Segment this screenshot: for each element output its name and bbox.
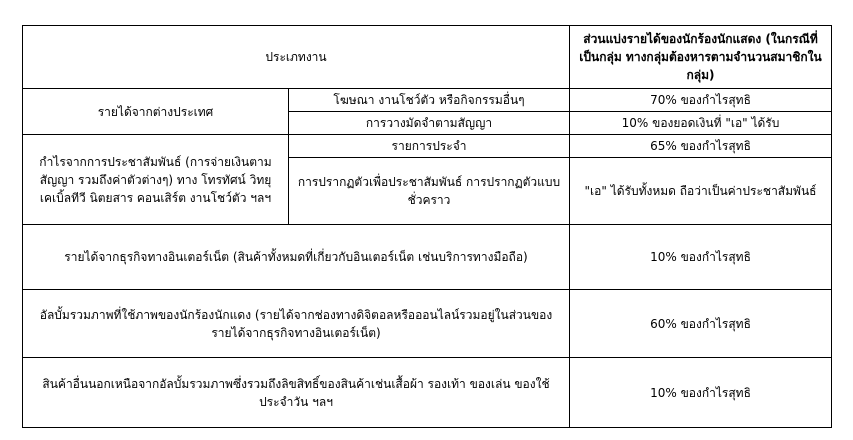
header-revenue-share: ส่วนแบ่งรายได้ของนักร้องนักแสดง (ในกรณีที่เป็นกลุ่ม ทางกลุ่มต้องหารตามจำนวนสมาชิกในกลุ่ม) (570, 26, 832, 89)
header-row (23, 26, 832, 89)
pr-profit-label: กำไรจากการประชาสัมพันธ์ (การจ่ายเงินตามสัญญา รวมถึงค่าตัวต่างๆ) ทาง โทรทัศน์ วิทยุ เคเบิ้ลทีวี นิตยสาร คอนเสิร์ต งานโชว์ตัว ฯลฯ (23, 135, 289, 225)
photobook-share: 60% ของกำไรสุทธิ (570, 290, 832, 358)
internet-business-share: 10% ของกำไรสุทธิ (570, 225, 832, 290)
table-row (23, 225, 832, 290)
foreign-income-label: รายได้จากต่างประเทศ (23, 89, 289, 135)
photobook-label: อัลบั้มรวมภาพที่ใช้ภาพของนักร้องนักแดง (รายได้จากช่องทางดิจิตอลหรือออนไลน์รวมอยู่ในส่วนของรายได้จากธุรกิจทางอินเตอร์เน็ต) (23, 290, 570, 358)
pr-appearance-desc: การปรากฏตัวเพื่อประชาสัมพันธ์ การปรากฏตัวแบบชั่วคราว (289, 158, 570, 225)
regular-program-desc: รายการประจำ (289, 135, 570, 158)
table-row (23, 290, 832, 358)
header-work-type: ประเภทงาน (23, 26, 570, 89)
table-row (23, 358, 832, 428)
foreign-ads-shows-desc: โฆษณา งานโชว์ตัว หรือกิจกรรมอื่นๆ (289, 89, 570, 112)
merchandise-share: 10% ของกำไรสุทธิ (570, 358, 832, 428)
contract-deposit-desc: การวางมัดจำตามสัญญา (289, 112, 570, 135)
merchandise-label: สินค้าอื่นนอกเหนือจากอัลบั้มรวมภาพซึ่งรวมถึงลิขสิทธิ์ของสินค้าเช่นเสื้อผ้า รองเท้า ของเล่น ของใช้ประจำวัน ฯลฯ (23, 358, 570, 428)
contract-deposit-share: 10% ของยอดเงินที่ "เอ" ได้รับ (570, 112, 832, 135)
regular-program-share: 65% ของกำไรสุทธิ (570, 135, 832, 158)
table-row (23, 135, 832, 158)
pr-appearance-share: "เอ" ได้รับทั้งหมด ถือว่าเป็นค่าประชาสัมพันธ์ (570, 158, 832, 225)
table-row (23, 89, 832, 112)
foreign-ads-shows-share: 70% ของกำไรสุทธิ (570, 89, 832, 112)
internet-business-label: รายได้จากธุรกิจทางอินเตอร์เน็ต (สินค้าทั้งหมดที่เกี่ยวกับอินเตอร์เน็ต เช่นบริการทางมือถือ) (23, 225, 570, 290)
revenue-share-table (22, 25, 832, 428)
